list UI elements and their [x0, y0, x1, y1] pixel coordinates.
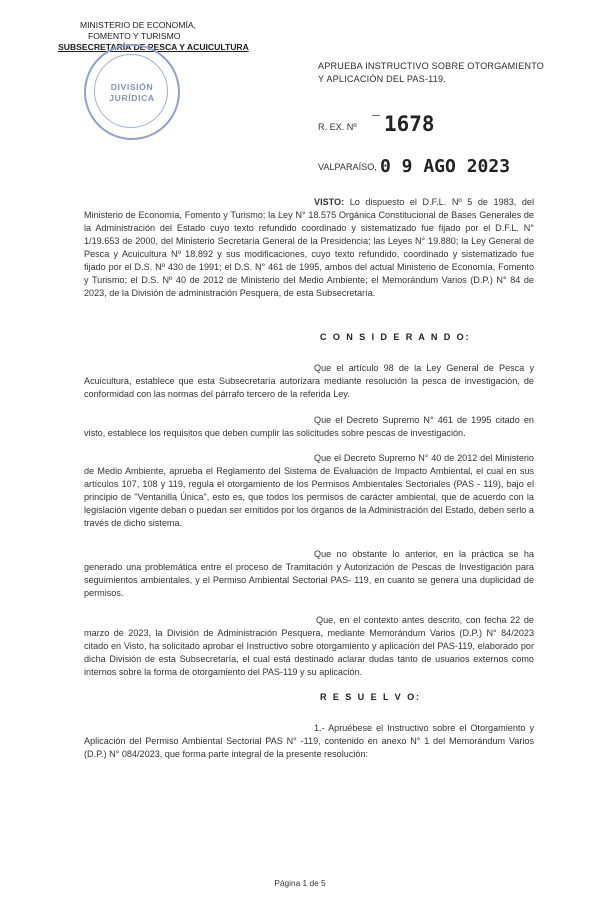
resolution-dash [372, 115, 380, 116]
considerando-p4: Que no obstante lo anterior, en la práctica se ha generado una problemática entre el proceso de Tramitación y Autorización de Pescas de Investigación para seguimientos ambientales, y el Permiso Ambiental Sectorial PAS- 119, en cuanto se genera una duplicidad de permisos. [84, 549, 534, 598]
title-line-2: Y APLICACIÓN DEL PAS-119. [318, 74, 446, 84]
division-juridica-stamp [84, 44, 180, 140]
considerando-p2: Que el Decreto Supremo N° 461 de 1995 citado en visto, establece los requisitos que deben cumplir las solicitudes sobre pescas de investigación. [84, 415, 534, 438]
document-title [318, 60, 544, 86]
subsecretaria-name: SUBSECRETARÍA DE PESCA Y ACUICULTURA [58, 42, 249, 52]
considerando-p5: Que, en el contexto antes descrito, con fecha 22 de marzo de 2023, la División de Administración Pesquera, mediante Memorándum Varios (D.P.) N° 84/2023 citado en Visto, ha solicitado aprobar el Instructivo sobre otorgamiento y aplicación del PAS-119, elaborado por dicha División de esta Subsecretaría, el cual está destinado aclarar dudas tanto de usuarios externos como internos sobre la forma de otorgamiento del PAS-119 y su aplicación. [84, 615, 534, 677]
stamp-text-1: DIVISIÓN [110, 82, 154, 92]
title-line-1: APRUEBA INSTRUCTIVO SOBRE OTORGAMIENTO [318, 61, 545, 71]
resolution-number: 1678 [384, 112, 435, 136]
considerando-p1: Que el artículo 98 de la Ley General de Pesca y Acuicultura, establece que esta Subsecretaría autorizara mediante resolución la pesca de investigación, de conformidad con las normas del párrafo tercero de la referida Ley. [84, 363, 534, 399]
place-label: VALPARAÍSO, [318, 162, 377, 172]
resolution-label: R. EX. Nº [318, 122, 357, 132]
resolution-date: 0 9 AGO 2023 [380, 156, 511, 177]
stamp-text-2: JURÍDICA [109, 93, 155, 103]
ministry-name-cont: FOMENTO Y TURISMO [88, 31, 181, 41]
considerando-p3: Que el Decreto Supremo N° 40 de 2012 del Ministerio de Medio Ambiente, aprueba el Reglamento del Sistema de Evaluación de Impacto Ambiental, el cual en sus artículos 107, 108 y 119, regula el otorgamiento de los Permisos Ambientales Sectoriales (PAS - 119), bajo el principio de "Ventanilla Única", esto es, que todos los permisos de carácter ambiental, que de acuerdo con la legislación vigente deban o puedan ser emitidos por los órganos de la Administración del Estado, deben serlo a través de dicho sistema. [84, 453, 534, 528]
visto-paragraph [84, 196, 534, 300]
page-number: Página 1 de 5 [274, 878, 326, 888]
resuelvo-p1: 1.- Apruébese el Instructivo sobre el Otorgamiento y Aplicación del Permiso Ambiental Sectorial PAS N° -119, contenido en anexo N° 1 del Memorándum Varios (D.P.) N° 084/2023, que forma parte integral de la presente resolución: [84, 723, 534, 759]
ministry-name: MINISTERIO DE ECONOMÍA, [80, 20, 197, 30]
visto-text: Lo dispuesto el D.F.L. Nº 5 de 1983, del Ministerio de Economía, Fomento y Turismo; la Ley N° 18.575 Orgánica Constitucional de Bases Generales de la Administración del Estado cuyo texto refundido coordinado y sistematizado fue fijado por el D.F.L. N° 1/19.653 de 2000, del Ministerio Secretaría General de la Presidencia; las Leyes N° 19.880; la Ley General de Pesca y Acuicultura Nº 18.892 y sus modificaciones, cuyo texto refundido, coordinado y sistematizado fue fijado por el D.S. Nº 430 de 1991; el D.S. N° 461 de 1995, ambos del actual Ministerio de Economía, Fomento y Turismo; el D.S. Nº 40 de 2012 de Ministerio del Medio Ambiente; el Memorándum Varios (D.P.) N° 84 de 2023, de la División de administración Pesquera, de esta Subsecretaría. [84, 197, 534, 298]
visto-label: VISTO: [314, 197, 345, 207]
resuelvo-heading: R E S U E L V O: [320, 692, 421, 702]
considerando-heading: C O N S I D E R A N D O: [320, 332, 471, 342]
